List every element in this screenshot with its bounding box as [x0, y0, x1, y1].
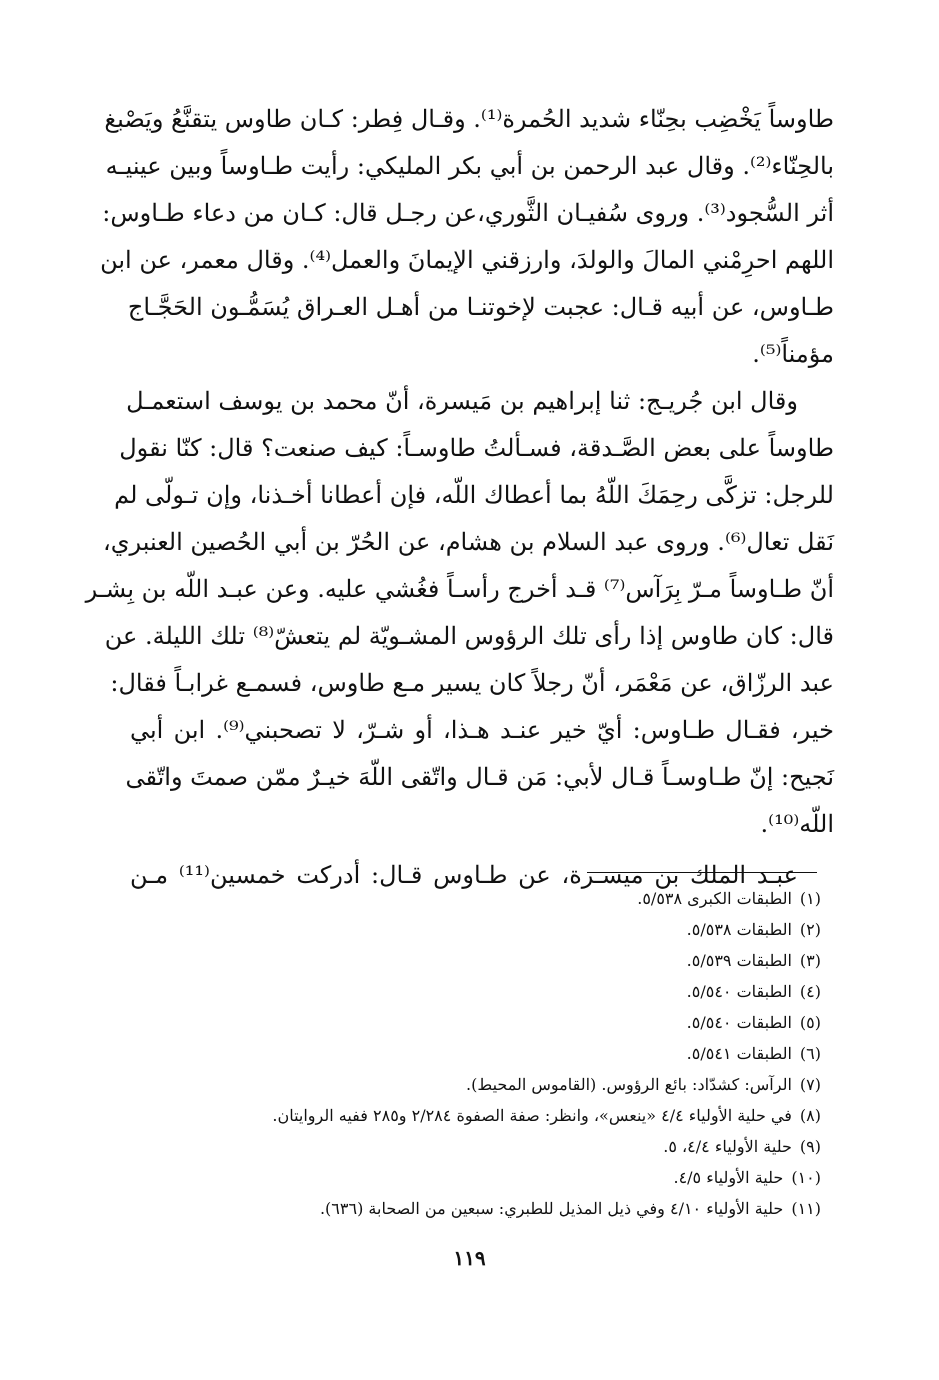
footnote-text: الطبقات ٥/٥٤١. [686, 1044, 792, 1063]
footnote-text: الرآس: كشدّاد: بائع الرؤوس. (القاموس المحيط). [466, 1075, 792, 1094]
text-line: وقال ابن جُريـج: ثنا إبراهيم بن مَيسرة، أنّ محمد بن يوسف استعمـل [126, 387, 798, 415]
text-line: عبـد الملك بن ميسـرة، عن طـاوس قـال: أدركت خمسين⁽¹¹⁾ مـن [130, 861, 798, 889]
footnotes [150, 883, 821, 1224]
footnote-text: الطبقات الكبرى ٥/٥٣٨. [637, 889, 792, 908]
footnote-number: (٦) [799, 1044, 821, 1063]
text-line: للرجل: تزكَّى رحِمَكَ اللّهُ بما أعطاك اللّه، فإن أعطانا أخـذنا، وإن تـولّى لم [114, 481, 834, 509]
footnote [150, 1007, 821, 1038]
footnote-number: (٩) [799, 1137, 821, 1156]
footnote [150, 1069, 821, 1100]
footnote [150, 1131, 821, 1162]
footnote-number: (٧) [799, 1075, 821, 1094]
page-number: ١١٩ [453, 1246, 486, 1270]
footnote-text: حلية الأولياء ٤/٤، ٥. [663, 1137, 792, 1156]
text-line: عبد الرزّاق، عن مَعْمَر، أنّ رجلاً كان يسير مـع طاوس، فسمـع غرابـاً فقال: [110, 669, 834, 697]
text-line: قال: كان طاوس إذا رأى تلك الرؤوس المشـويّة لم يتعشّ⁽⁸⁾ تلك الليلة. عن [104, 622, 834, 650]
footnote-number: (١) [799, 889, 821, 908]
footnote [150, 1038, 821, 1069]
footnote-text: حلية الأولياء ٤/٥. [673, 1168, 784, 1187]
footnote [150, 1100, 821, 1131]
footnote [150, 914, 821, 945]
footnote-number: (٣) [799, 951, 821, 970]
footnote-text: الطبقات ٥/٥٣٨. [686, 920, 792, 939]
footnote-number: (٢) [799, 920, 821, 939]
text-line: نَجيح: إنّ طـاوسـاً قـال لأبي: مَن قـال واتّقى اللّهَ خيـرٌ ممّن صمتَ واتّقى [125, 763, 834, 791]
footnote [150, 976, 821, 1007]
footnote-number: (١٠) [791, 1168, 821, 1187]
footnote [150, 945, 821, 976]
text-line: نَقل تعال⁽⁶⁾. وروى عبد السلام بن هشام، عن الحُرّ بن أبي الحُصين العنبري، [102, 528, 834, 556]
footnote-number: (٥) [799, 1013, 821, 1032]
footnote [150, 1162, 821, 1193]
text-line: اللّه⁽¹⁰⁾. [760, 810, 834, 838]
footnote-text: في حلية الأولياء ٤/٤ «ينعس»، وانظر: صفة الصفوة ٢/٢٨٤ و٢٨٥ ففيه الروايتان. [272, 1106, 792, 1125]
text-line: طاوساً يَخْضِب بحِنّاء شديد الحُمرة⁽¹⁾. وقـال فِطر: كـان طاوس يتقنَّعُ ويَصْبغ [104, 105, 834, 133]
footnote-number: (١١) [791, 1199, 821, 1218]
text-line: طـاوس، عن أبيه قـال: عجبت لإخوتنـا من أهـل العـراق يُسَمُّـون الحَجَّـاج [127, 293, 834, 321]
text-line: بالحِنّاء⁽²⁾. وقال عبد الرحمن بن أبي بكر المليكي: رأيت طـاوساً وبين عينيـه [105, 152, 834, 180]
text-line: طاوساً على بعض الصَّـدقة، فسـألتُ طاوسـاً: كيف صنعت؟ قال: كنّا نقول [119, 434, 834, 462]
footnote-text: حلية الأولياء ٤/١٠ وفي ذيل المذيل للطبري: سبعين من الصحابة (٦٣٦). [319, 1199, 784, 1218]
footnote-number: (٤) [799, 982, 821, 1001]
text-line: خير، فقـال طـاوس: أيّ خير عنـد هـذا، أو شـرّ، لا تصحبني⁽⁹⁾. ابن أبي [130, 716, 835, 744]
footnote-text: الطبقات ٥/٥٣٩. [686, 951, 792, 970]
main-text [85, 96, 835, 899]
footnote-text: الطبقات ٥/٥٤٠. [686, 982, 792, 1001]
footnote [150, 883, 821, 914]
text-line: اللهم احرِمْني المالَ والولدَ، وارزقني الإيمانَ والعمل⁽⁴⁾. وقال معمر، عن ابن [100, 246, 834, 274]
footnote [150, 1193, 821, 1224]
footnote-divider [587, 872, 817, 873]
text-line: أنّ طـاوساً مـرّ بِرَآس⁽⁷⁾ قـد أخرج رأسـاً فغُشي عليه. وعن عبـد اللّه بن بِشـر [85, 575, 834, 603]
text-line: أثر السُّجود⁽³⁾. وروى سُفيـان الثَّوري،عن رجـل قال: كـان من دعاء طـاوس: [102, 199, 834, 227]
footnote-number: (٨) [799, 1106, 821, 1125]
footnote-text: الطبقات ٥/٥٤٠. [686, 1013, 792, 1032]
text-line: مؤمناً⁽⁵⁾. [752, 340, 834, 368]
